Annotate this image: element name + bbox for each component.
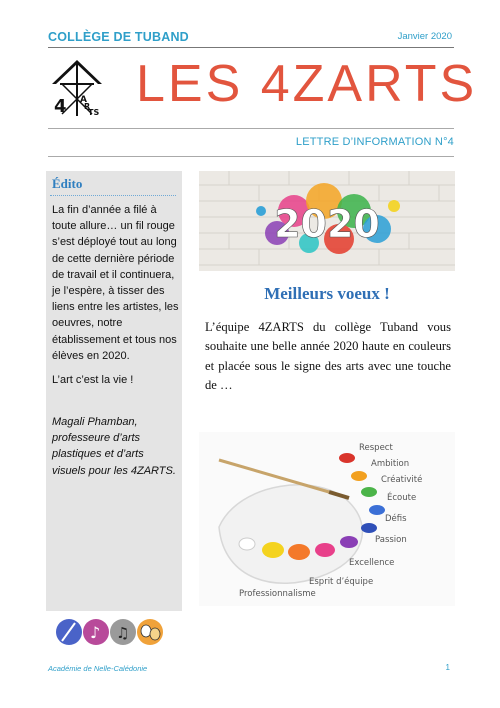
flute-pen-icon [56,619,82,645]
palette-word: Ambition [371,459,410,469]
palette-word: Créativité [381,475,423,485]
svg-text:R: R [84,102,91,111]
greeting-text: L’équipe 4ZARTS du collège Tuband vous souhaite une belle année 2020 haute en couleurs et placée sous le signe des arts avec une touche de … [205,320,451,393]
header-rule [48,47,454,48]
palette-word: Passion [375,535,407,545]
newsletter-number: LETTRE D’INFORMATION N°4 [295,136,454,148]
music-circle-icon [83,619,109,645]
svg-text:A: A [80,95,87,105]
palette-word: Esprit d’équipe [309,577,374,587]
edito-signature: Magali Phamban, professeure d’arts plastiques et d’arts visuels pour les 4ZARTS. [52,416,176,477]
edito-motto: L’art c’est la vie ! [52,374,134,387]
edito-body [52,202,180,396]
edito-paragraph: La fin d’année a filé à toute allure… un fil rouge s’est déployé tout au long de cette dernière période de travail et il continuera, je l’espère, à tisser des liens entre les artistes, les oeuvres, notre établissement et tous nos élèves en 2020. [52,204,179,362]
page-number: 1 [445,663,450,672]
paint-palette-image [199,432,455,606]
arts-icons [55,617,170,647]
palette-word: Respect [359,443,393,453]
house-logo-icon [50,58,104,118]
palette-word: Excellence [349,558,395,568]
footer-academy: Académie de Nelle-Calédonie [48,664,148,673]
svg-text:♪: ♪ [90,623,101,642]
banner-year: 2020 [274,202,380,246]
palette-word: Professionnalisme [239,589,316,599]
edito-heading: Édito [52,176,83,191]
banner-2020-image [199,171,455,271]
svg-text:4: 4 [54,96,67,117]
theatre-masks-icon [137,619,163,645]
palette-word: Défis [385,514,407,524]
newsletter-title: LES 4ZARTS [136,55,478,113]
subtitle-rule [48,156,454,157]
issue-date: Janvier 2020 [397,31,452,42]
music-notes-icon [110,619,136,645]
svg-text:TS: TS [88,108,100,117]
title-rule [48,128,454,129]
svg-text:♫: ♫ [116,624,130,642]
greeting-heading: Meilleurs voeux ! [264,284,390,303]
edito-divider [50,195,176,196]
school-name: COLLÈGE DE TUBAND [48,30,189,44]
palette-word: Écoute [387,493,417,503]
